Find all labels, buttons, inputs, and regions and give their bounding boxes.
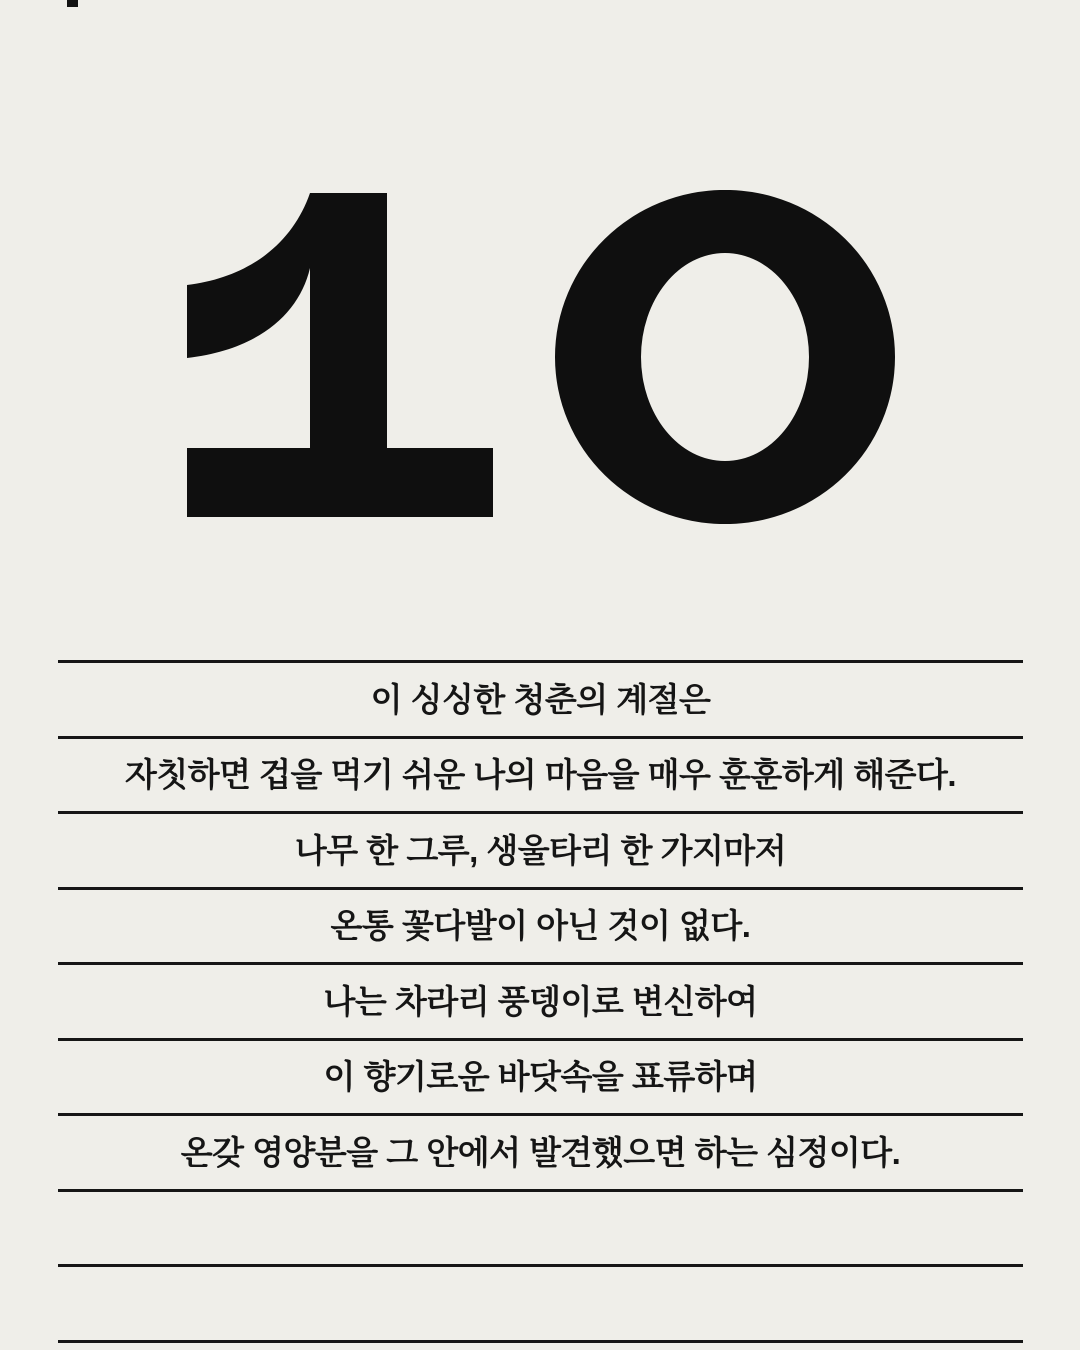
- notebook-line-text-3: 나무 한 그루, 생울타리 한 가지마저: [294, 831, 787, 869]
- notebook-lines: [58, 660, 1023, 1343]
- cropped-glyph-fragment: [67, 0, 78, 7]
- notebook-line-text-6: 이 향기로운 바닷속을 표류하며: [323, 1058, 758, 1096]
- digit-one-glyph: [187, 193, 493, 517]
- notebook-row-2: [58, 736, 1023, 812]
- notebook-row-7: [58, 1113, 1023, 1189]
- notebook-line-text-7: 온갖 영양분을 그 안에서 발견했으면 하는 심정이다.: [180, 1133, 901, 1171]
- notebook-line-text-2: 자칫하면 겁을 먹기 쉬운 나의 마음을 매우 훈훈하게 해준다.: [124, 756, 957, 794]
- chapter-number-glyphs: [187, 190, 895, 524]
- notebook-row-9: [58, 1264, 1023, 1340]
- notebook-line-text-1: 이 싱싱한 청춘의 계절은: [370, 680, 711, 718]
- notebook-row-3: [58, 811, 1023, 887]
- digit-zero-glyph: [555, 190, 895, 524]
- notebook-line-text-5: 나는 차라리 풍뎅이로 변신하여: [323, 982, 758, 1020]
- notebook-row-6: [58, 1038, 1023, 1114]
- notebook-row-5: [58, 962, 1023, 1038]
- chapter-number: [187, 190, 895, 524]
- notebook-row-1: [58, 660, 1023, 736]
- notebook-row-8: [58, 1189, 1023, 1265]
- notebook-row-4: [58, 887, 1023, 963]
- notebook-line-text-4: 온통 꽃다발이 아닌 것이 없다.: [330, 907, 751, 945]
